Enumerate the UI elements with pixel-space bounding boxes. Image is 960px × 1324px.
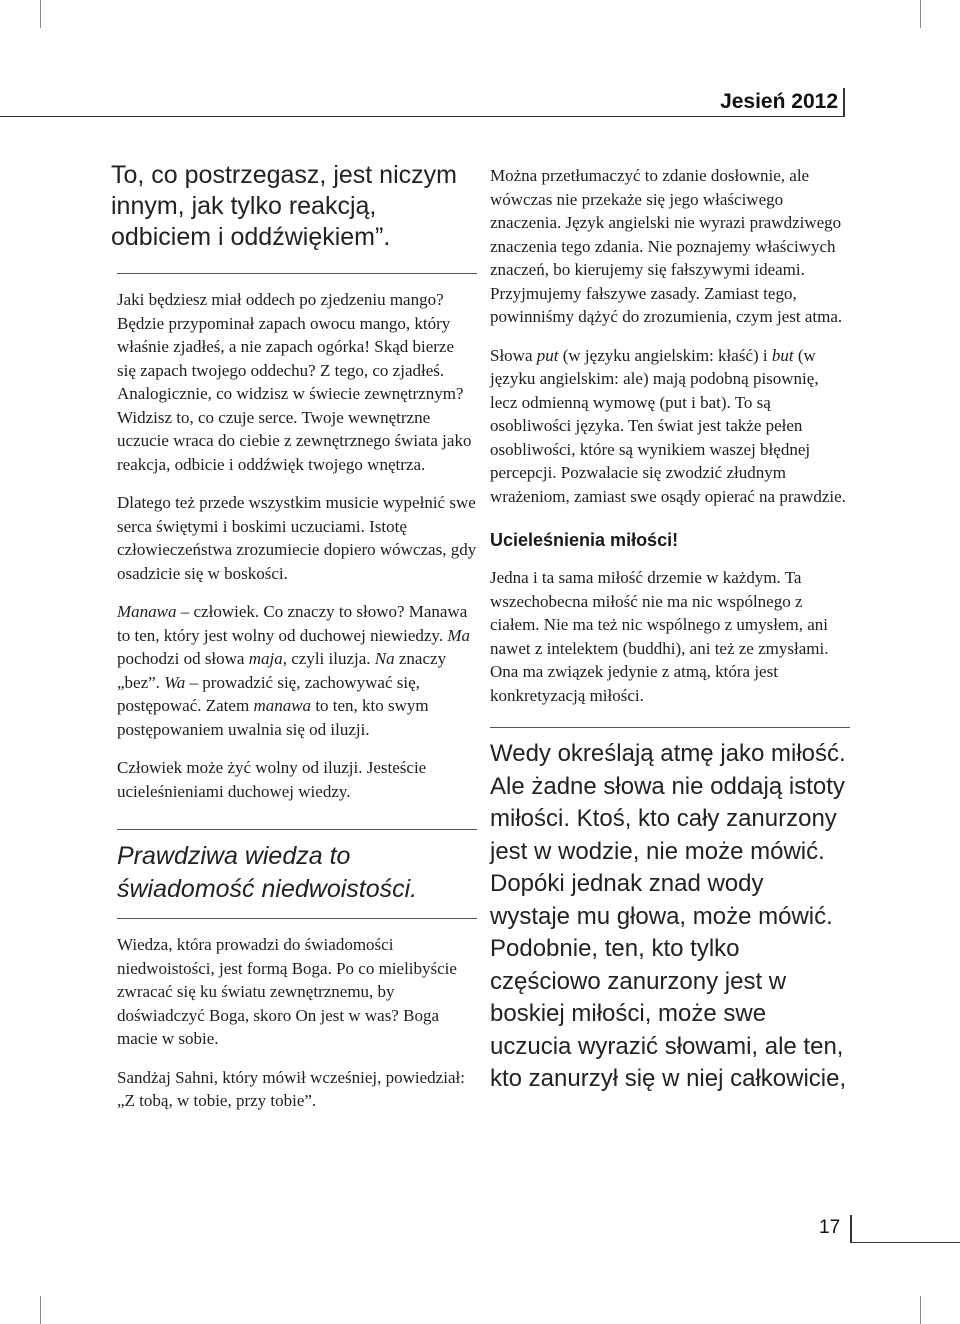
term-na: Na [374,649,395,668]
text-run: znaczy „bez”. [117,649,447,692]
paragraph: Dlatego też przede wszystkim musicie wypełnić swe serca świętymi i boskimi uczuciami. Istotę człowieczeństwa zrozumiecie dopiero wówczas, gdy osadzicie się w boskości. [117,493,477,583]
left-column [111,160,477,1113]
page-number: 17 [819,1217,841,1238]
term-maja: maja [248,649,283,668]
term-but: but [771,345,794,365]
paragraph [117,600,477,741]
paragraph: Wiedza, która prowadzi do świadomości niedwoistości, jest formą Boga. Po co mielibyście zwracać się ku światu zewnętrznemu, by doświadczyć Boga, skoro On jest w was? Boga macie w sobie. [117,935,457,1048]
crop-mark-top-right [920,0,921,28]
right-column [490,164,850,1096]
paragraph: Człowiek może żyć wolny od iluzji. Jesteście ucieleśnieniami duchowej wiedzy. [117,758,427,801]
text-run: to ten, kto swym postępowaniem uwalnia się od iluzji. [117,696,429,739]
term-ma: Ma [447,625,471,645]
term-put: put [536,345,559,365]
header-divider [843,88,845,117]
subheading: Ucieleśnienia miłości! [490,530,679,550]
footer-divider [850,1215,852,1243]
crop-mark-bottom-left [40,1296,41,1324]
paragraph: Jaki będziesz miał oddech po zjedzeniu mango? Będzie przypominał zapach owocu mango, który właśnie zjadłeś, a nie zapach ogórka! Skąd bierze się zapach twojego oddechu? Z tego, co zjadłeś. Analogicznie, co widzisz w świecie zewnętrznym? Widzisz to, co czuje serce. Twoje wewnętrzne uczucie wraca do ciebie z zewnętrznego świata jako reakcja, odbicie i oddźwięk twojego wnętrza. [117,290,472,474]
paragraph: Można przetłumaczyć to zdanie dosłownie, ale wówczas nie przekaże się jego właściwego znaczenia. Język angielski nie wyrazi prawdziwego znaczenia tego zdania. Nie poznajemy właściwych znaczeń, bo kierujemy się fałszywymi ideami. Przyjmujemy fałszywe zasady. Zamiast tego, powinniśmy dążyć do zrozumienia, czym jest atma. [490,166,843,326]
term-manawa-2: manawa [253,696,312,715]
text-run: , czyli iluzja. [282,649,375,668]
text-run: Słowa [490,345,537,365]
term-wa: Wa [164,672,186,692]
paragraph: Sandżaj Sahni, który mówił wcześniej, powiedział: „Z tobą, w tobie, przy tobie”. [117,1067,465,1110]
header-rule [0,116,843,117]
section-subtitle: Prawdziwa wiedza to świadomość niedwoistości. [117,842,418,903]
paragraph: Jedna i ta sama miłość drzemie w każdym. Ta wszechobecna miłość nie ma nic wspólnego z ciałem. Nie ma też nic wspólnego z umysłem, ani nawet z intelektem (buddhi), ani też ze zmysłami. Ona ma związek jedynie z atmą, która jest konkretyzacją miłości. [490,568,829,705]
text-run: – prowadzić się, zachowywać się, postępować. Zatem [117,672,420,715]
text-run: (w języku angielskim: kłaść) i [558,345,772,365]
text-run: (w języku angielskim: ale) mają podobną pisownię, lecz odmienną wymowę (put i bat). To są osobliwości języka. Ten świat jest także pełen osobliwości, które są wynikiem waszej błędnej percepcji. Pozwalacie się zwodzić złudnym wrażeniom, zamiast swe osądy opierać na prawdzie. [490,345,846,506]
pull-quote: Wedy określają atmę jako miłość. Ale żadne słowa nie oddają istoty miłości. Ktoś, kto cały zanurzony jest w wodzie, nie może mówić. Dopóki jednak znad wody wystaje mu głowa, może mówić. Podobnie, ten, kto tylko częściowo zanurzony jest w boskiej miłości, może swe uczucia wyrazić słowami, ale ten, kto zanurzył się w niej całkowicie, [490,740,847,1092]
issue-title: Jesień 2012 [720,90,838,113]
crop-mark-bottom-right [920,1296,921,1324]
footer-rule [850,1242,960,1243]
term-manawa: Manawa [117,602,177,621]
intro-quote: To, co postrzegasz, jest niczym innym, jak tylko reakcją, odbiciem i oddźwiękiem”. [111,161,457,251]
text-run: – człowiek. Co znaczy to słowo? Manawa to ten, który jest wolny od duchowej niewiedzy. [117,602,468,645]
crop-mark-top-left [40,0,41,28]
text-run: pochodzi od słowa [117,649,249,668]
paragraph [490,344,850,509]
